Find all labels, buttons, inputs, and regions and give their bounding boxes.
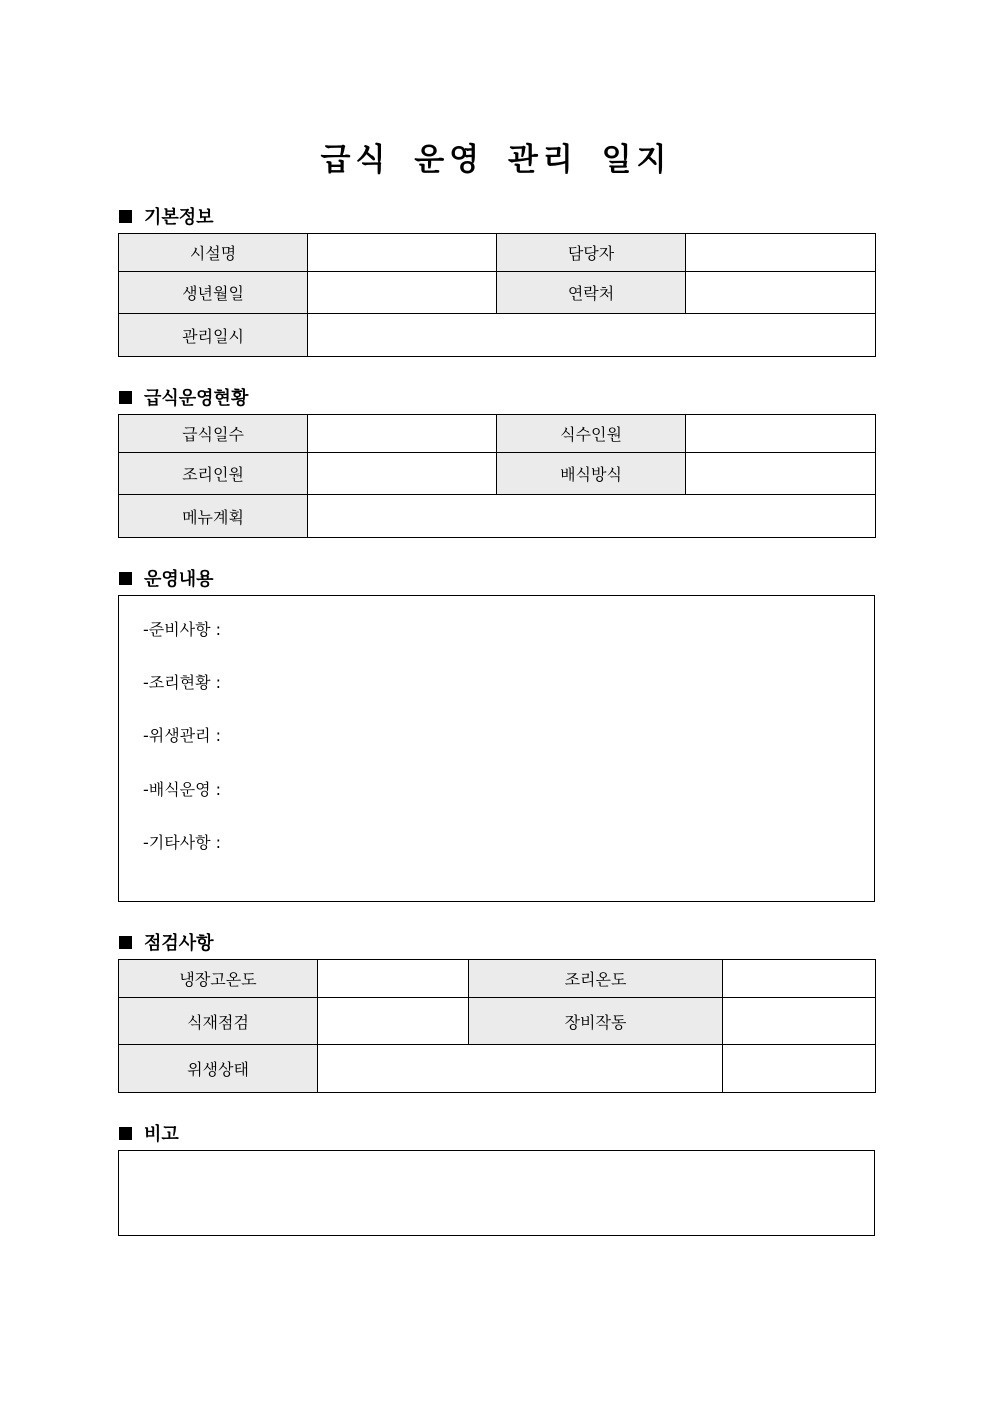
square-bullet-icon	[119, 210, 132, 223]
hygiene-status-field[interactable]	[318, 1045, 723, 1093]
section-heading-status-label: 급식운영현황	[144, 388, 249, 409]
section-heading-status	[119, 386, 248, 408]
cooks-field[interactable]	[308, 453, 497, 495]
menu-plan-label: 메뉴계획	[119, 495, 308, 538]
content-line-preparation: -준비사항 :	[143, 620, 222, 639]
content-line-cooking-status: -조리현황 :	[143, 673, 222, 692]
contact-field[interactable]	[686, 272, 876, 314]
hygiene-status-extra-field[interactable]	[723, 1045, 876, 1093]
section-heading-content-label: 운영내용	[144, 569, 214, 590]
meal-status-table	[118, 414, 876, 538]
menu-plan-field[interactable]	[308, 495, 876, 538]
section-heading-content	[119, 567, 214, 589]
manage-date-label: 관리일시	[119, 314, 308, 357]
page-title: 급식 운영 관리 일지	[320, 142, 672, 178]
square-bullet-icon	[119, 936, 132, 949]
content-line-hygiene: -위생관리 :	[143, 726, 222, 745]
meal-days-field[interactable]	[308, 415, 497, 453]
section-heading-inspection-label: 점검사항	[144, 933, 214, 954]
birthdate-field[interactable]	[308, 272, 497, 314]
content-line-serving: -배식운영 :	[143, 780, 222, 799]
serving-method-label: 배식방식	[497, 453, 686, 495]
contact-label: 연락처	[497, 272, 686, 314]
section-heading-remarks	[119, 1122, 179, 1144]
birthdate-label: 생년월일	[119, 272, 308, 314]
facility-name-label: 시설명	[119, 234, 308, 272]
section-heading-remarks-label: 비고	[144, 1124, 179, 1145]
manager-field[interactable]	[686, 234, 876, 272]
square-bullet-icon	[119, 391, 132, 404]
square-bullet-icon	[119, 1127, 132, 1140]
manage-date-field[interactable]	[308, 314, 876, 357]
cooking-temp-field[interactable]	[723, 960, 876, 998]
hygiene-status-label: 위생상태	[119, 1045, 318, 1093]
serving-method-field[interactable]	[686, 453, 876, 495]
equipment-field[interactable]	[723, 998, 876, 1045]
cooking-temp-label: 조리온도	[469, 960, 723, 998]
fridge-temp-label: 냉장고온도	[119, 960, 318, 998]
diners-field[interactable]	[686, 415, 876, 453]
square-bullet-icon	[119, 572, 132, 585]
basic-info-table	[118, 233, 876, 357]
cooks-label: 조리인원	[119, 453, 308, 495]
ingredient-check-field[interactable]	[318, 998, 469, 1045]
operation-content-box[interactable]	[118, 595, 875, 902]
content-line-other: -기타사항 :	[143, 833, 222, 852]
section-heading-basic	[119, 205, 214, 227]
diners-label: 식수인원	[497, 415, 686, 453]
section-heading-inspection	[119, 931, 214, 953]
fridge-temp-field[interactable]	[318, 960, 469, 998]
ingredient-check-label: 식재점검	[119, 998, 318, 1045]
section-heading-basic-label: 기본정보	[144, 207, 214, 228]
remarks-box[interactable]	[118, 1150, 875, 1236]
inspection-table	[118, 959, 876, 1093]
facility-name-field[interactable]	[308, 234, 497, 272]
meal-days-label: 급식일수	[119, 415, 308, 453]
manager-label: 담당자	[497, 234, 686, 272]
equipment-label: 장비작동	[469, 998, 723, 1045]
